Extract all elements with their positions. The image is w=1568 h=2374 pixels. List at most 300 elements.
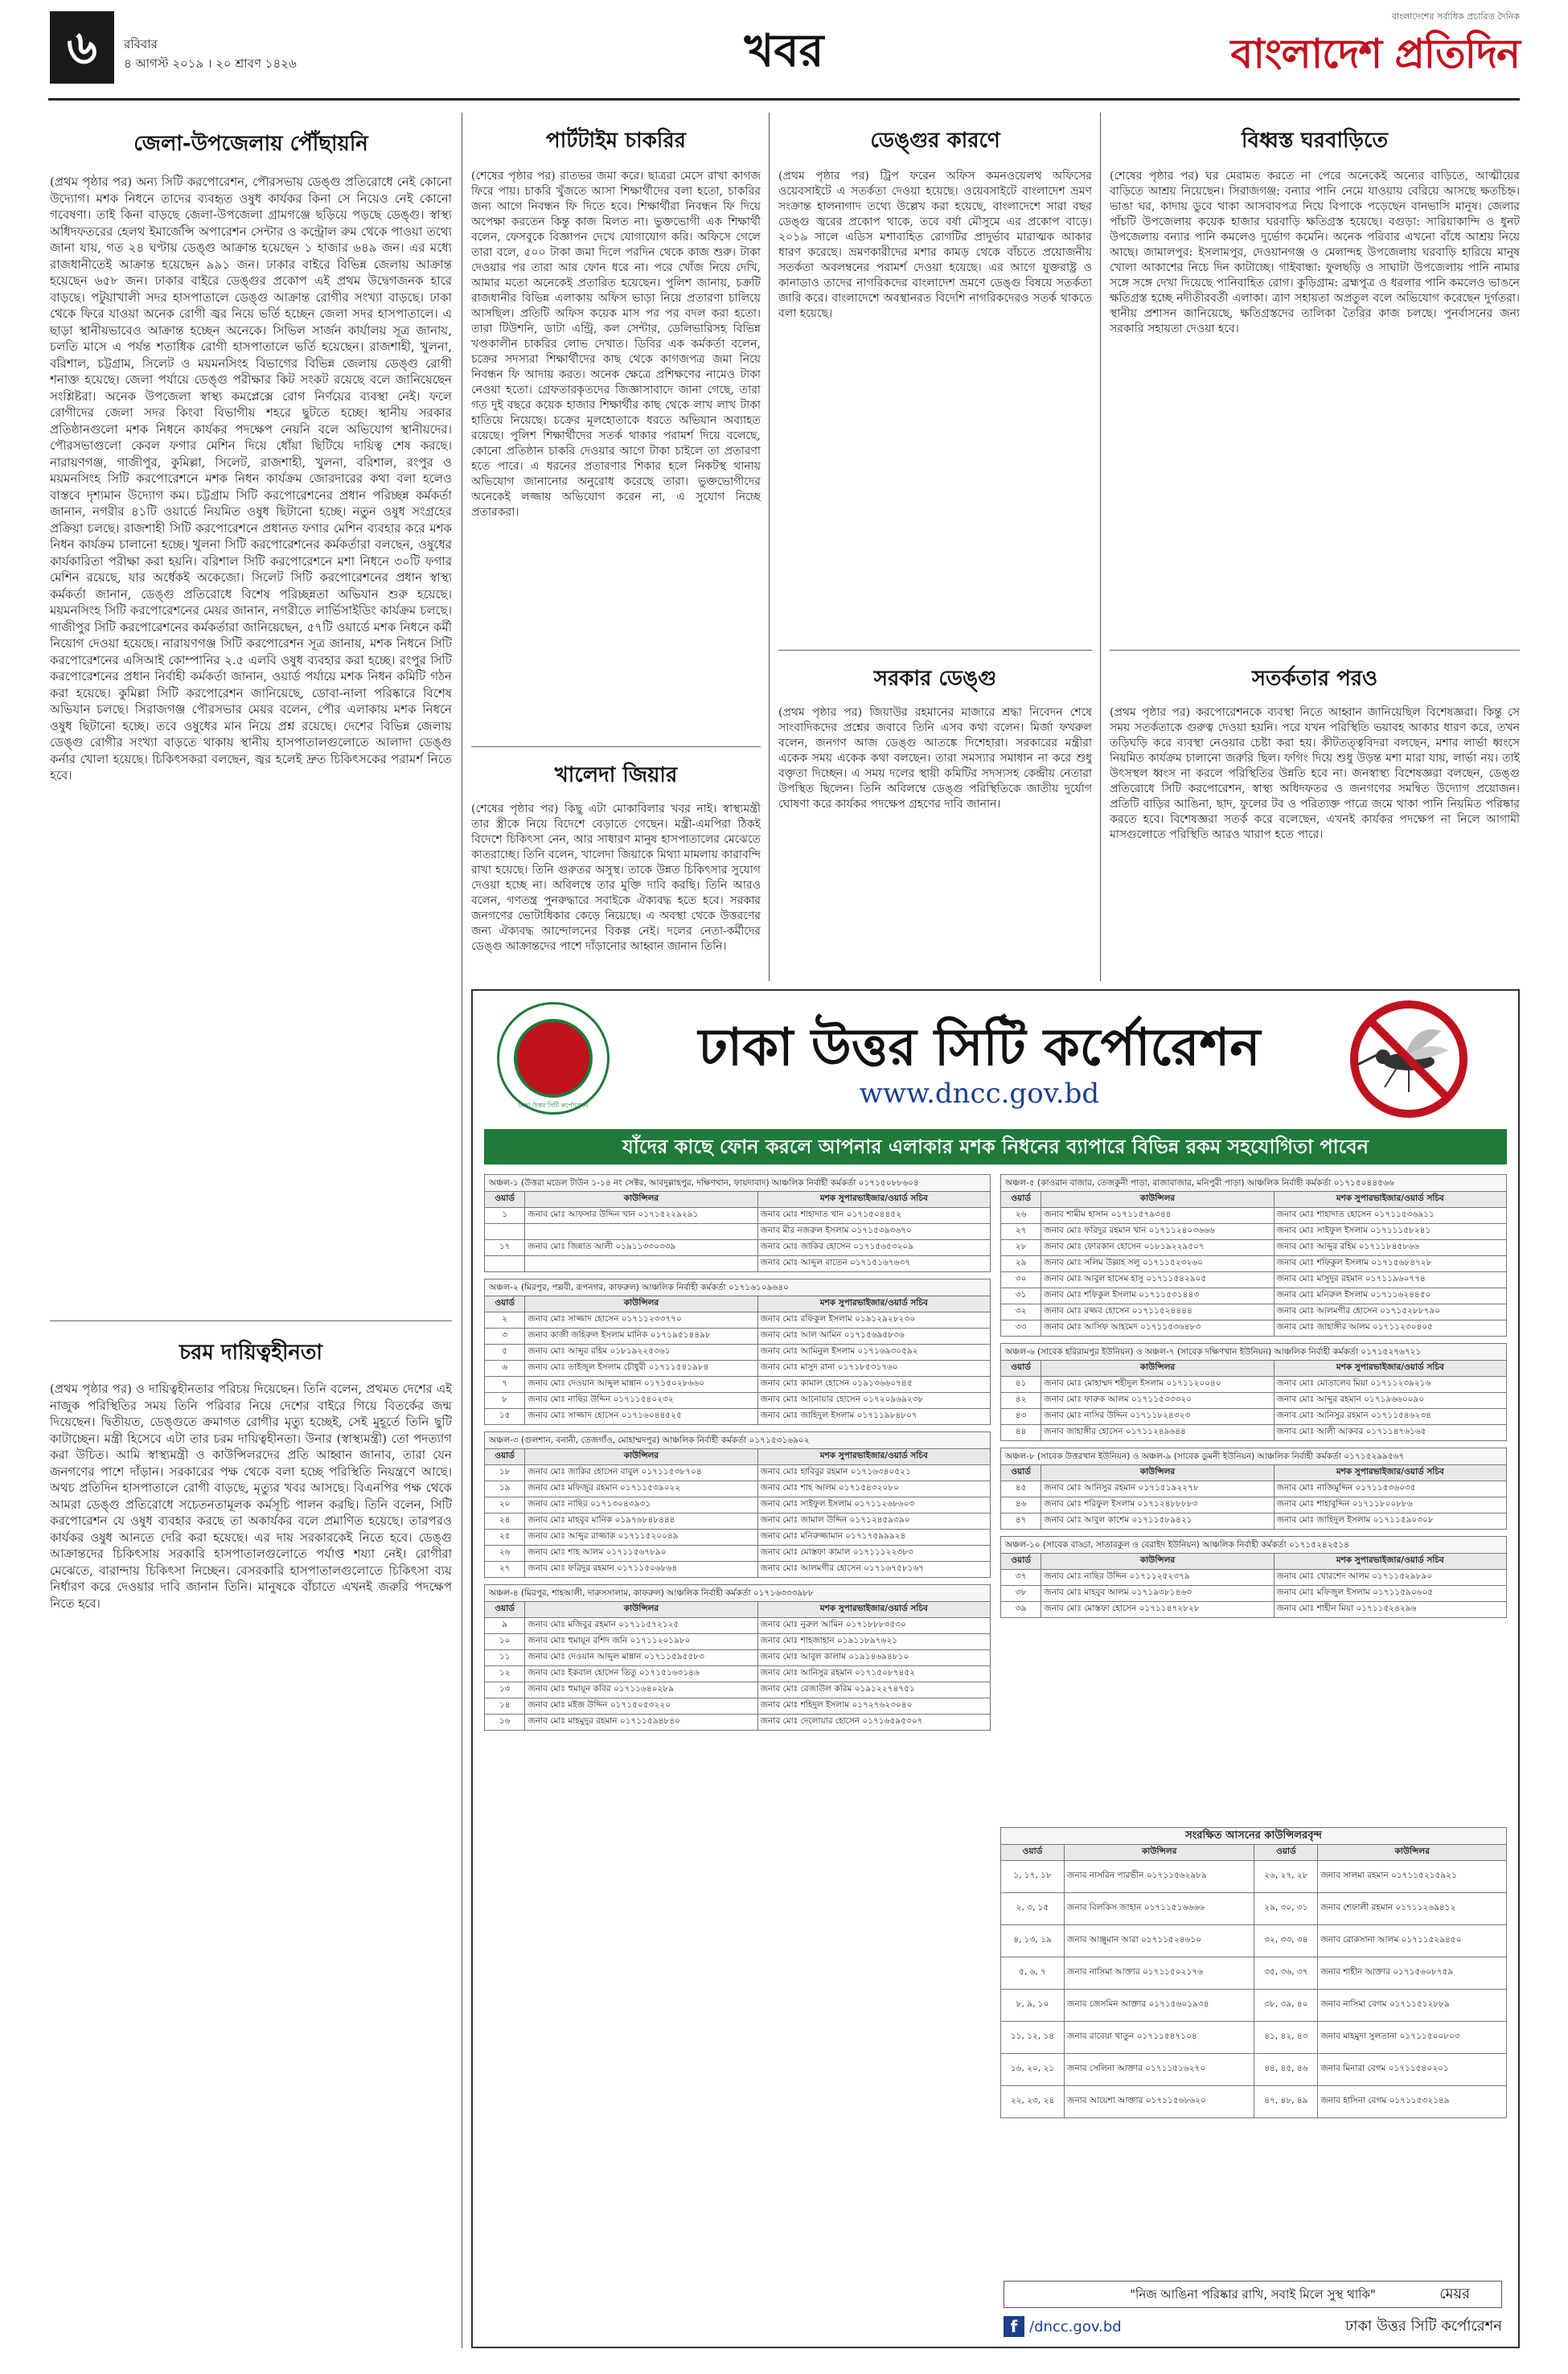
ward-group: ৩৫, ৩৬, ৩৭ xyxy=(1254,1957,1318,1990)
ward-number: ৩৭ xyxy=(1001,1570,1041,1586)
councilor-contact: জনাব মোঃ নাসির উদ্দিন ০১৭১১৮২৪৩২৩ xyxy=(1041,1409,1274,1425)
ward-number: ৬ xyxy=(485,1361,525,1377)
ad-banner: যাঁদের কাছে ফোন করলে আপনার এলাকার মশক নিধনের ব্যাপারে বিভিন্ন রকম সহযোগিতা পাবেন xyxy=(484,1129,1507,1164)
zone-heading: অঞ্চল-১০ (সাবেক বাড্ডা, সাতারকুল ও বেরাইদ ইউনিয়ন) আঞ্চলিক নির্বাহী কর্মকর্তা ০১৭১৫২৪২৫১৪ xyxy=(1000,1536,1507,1553)
col-ward: ওয়ার্ড xyxy=(1001,1192,1041,1208)
reserved-councilor: জনাব হাসিনা বেগম ০১৭১১৫৩২১৪৯ xyxy=(1318,2086,1507,2118)
supervisor-contact: জনাব মোঃ শাহাবুদ্দিন ০১৭১১৮০০৮৮৬ xyxy=(1274,1497,1506,1514)
table-row xyxy=(1001,1240,1507,1256)
councilor-contact: জনাব মোঃ আনিসুর রহমান ০১৭১৫১৯২২৭৮ xyxy=(1041,1481,1274,1497)
zone-table xyxy=(1000,1464,1507,1530)
councilor-contact: জনাব মোঃ শাহ আলম ০১৭১১৫৬৭৮৯০ xyxy=(525,1546,757,1562)
supervisor-contact: জনাব মোঃ রফিকুল ইসলাম ০১৯১২৯২৮২৩০ xyxy=(757,1312,990,1329)
councilor-contact: জনাব মোঃ শফিকুল ইসলাম ০১৭১১৫৩১৪৪৩ xyxy=(1041,1288,1274,1304)
councilor-contact xyxy=(525,1256,757,1272)
reserved-councilor: জনাব শেফালী রহমান ০১৭১১২৬৯৪১২ xyxy=(1318,1893,1507,1925)
ward-number: ১২ xyxy=(485,1666,525,1682)
table-row xyxy=(1001,1925,1507,1957)
table-row xyxy=(1001,1409,1507,1425)
table-row xyxy=(485,1329,991,1345)
councilor-contact: জনাব জাহাঙ্গীর হোসেন ০১৭১১২৪৯৬৪৪ xyxy=(1041,1425,1274,1441)
issue-day: রবিবার xyxy=(124,37,158,51)
councilor-contact: জনাব মোঃ আফসার উদ্দিন খান ০১৭১৫২২৯২৯১ xyxy=(525,1208,757,1224)
councilor-contact: জনাব মোঃ তাইজুল ইসলাম চৌধুরী ০১৭১১৫৪১৯৮৪ xyxy=(525,1361,757,1377)
col-councilor: কাউন্সিলর xyxy=(1041,1192,1274,1208)
ward-number: ৪৫ xyxy=(1001,1481,1041,1497)
table-row xyxy=(1001,1990,1507,2022)
facebook-link[interactable] xyxy=(1004,2314,1122,2339)
councilor-contact: জনাব মোঃ ফরিদুর রহমান খান ০১৭১১২৪০৩৬৬৬ xyxy=(1041,1224,1274,1240)
col-ward: ওয়ার্ড xyxy=(485,1296,525,1312)
supervisor-contact: জনাব মোঃ আলমগীর হোসেন ০১৭১৫২৮৮৭৯০ xyxy=(1274,1304,1506,1320)
ward-number: ৮ xyxy=(485,1393,525,1409)
col-councilor: কাউন্সিলর xyxy=(1041,1361,1274,1377)
reserved-councilor: জনাব নাসরিন পারভীন ০১৭১১৫৬২৯৮৯ xyxy=(1064,1861,1254,1893)
councilor-contact: জনাব মোঃ আব্দুর রহিম ০১৮১৯২২৫৩৬১ xyxy=(525,1345,757,1361)
councilor-contact: জনাব মোঃ মাহবুব আলম ০১৭১৯৩৮১৪৬৩ xyxy=(1041,1586,1274,1602)
councilor-contact: জনাব মোঃ হুমায়ূন কবির ০১৭১১৬৪০২৮৯ xyxy=(525,1682,757,1698)
section-title: খবর xyxy=(744,25,824,77)
ward-group: ৪৭, ৪৮, ৪৯ xyxy=(1254,2086,1318,2118)
councilor-contact: জনাব মোঃ শরিফুল ইসলাম ০১৭১২৪৮৮৮৮৩ xyxy=(1041,1497,1274,1514)
ward-number: ৫ xyxy=(485,1345,525,1361)
supervisor-contact: জনাব মোঃ নাজিমুদ্দিন ০১৭১১৫৩৬০৩৫ xyxy=(1274,1481,1506,1497)
supervisor-contact: জনাব মোঃ শাহাদাত হোসেন ০১৭১১৫৩৬৯১১ xyxy=(1274,1208,1506,1224)
article-body: (প্রথম পৃষ্ঠার পর) জিয়াউর রহমানের মাজারে শ্রদ্ধা নিবেদন শেষে সাংবাদিকদের প্রশ্নের জবাবে তিনি এসব কথা বলেন। মির্জা ফখরুল বলেন, জনগণ আজ ডেঙ্গু আতঙ্কে দিশেহারা। সরকারের মন্ত্রীরা একেক সময় একেক কথা বলছেন। তারা সমস্যার সমাধান না করে শুধু বক্তৃতা দিচ্ছেন। এ সময় দলের স্থায়ী কমিটির সদস্যসহ কেন্দ্রীয় নেতারা উপস্থিত ছিলেন। তিনি অবিলম্বে ডেঙ্গু পরিস্থিতিকে জাতীয় দুর্যোগ ঘোষণা করে কার্যকর পদক্ষেপ গ্রহণের দাবি জানান। xyxy=(778,706,1092,811)
councilor-contact: জনাব মোঃ দেওয়ান আব্দুল মান্নান ০১৭১১৫৯৫৫৮৩ xyxy=(525,1650,757,1666)
supervisor-contact: জনাব মোঃ আলী আকবর ০১৭১১৪৭৬১৬৫ xyxy=(1274,1425,1506,1441)
table-row xyxy=(485,1409,991,1425)
col-supervisor: মশক সুপারভাইজার/ওয়ার্ড সচিব xyxy=(757,1296,990,1312)
supervisor-contact: জনাব মোঃ মোতালেব মিয়া ০১৭১১২৩৯২১৬ xyxy=(1274,1377,1506,1393)
reserved-councilor: জনাব আয়েশা আক্তার ০১৭১১৫৬৮৬২০ xyxy=(1064,2086,1254,2118)
ward-number: ৪৩ xyxy=(1001,1409,1041,1425)
seal-inner xyxy=(514,1019,593,1098)
col-ward: ওয়ার্ড xyxy=(1001,1554,1041,1570)
reserved-councilor: জনাব জেসমিন আক্তার ০১৭১৫৬০১৯৩৪ xyxy=(1064,1990,1254,2022)
col-councilor: কাউন্সিলর xyxy=(1318,1845,1507,1861)
col-councilor: কাউন্সিলর xyxy=(525,1296,757,1312)
table-row xyxy=(1001,2086,1507,2118)
header-rule xyxy=(48,98,1520,101)
ward-number: ২ xyxy=(485,1312,525,1329)
supervisor-contact: জনাব মোঃ আল আমিন ০১৭১৫৬৯৫৮৩৬ xyxy=(757,1329,990,1345)
headline: পার্টটাইম চাকরির xyxy=(546,129,686,153)
supervisor-contact: জনাব মোঃ আলমগীর হোসেন ০১৭১৬৭৫৮১৬৭ xyxy=(757,1562,990,1578)
table-row xyxy=(485,1465,991,1481)
col-ward: ওয়ার্ড xyxy=(485,1602,525,1618)
ward-group: ৩৮, ৩৯, ৪০ xyxy=(1254,1990,1318,2022)
zone-heading: অঞ্চল-৫ (কাওরান বাজার, তেজকুনী পাড়া, রাজাবাজার, মনিপুরী পাড়া) আঞ্চলিক নির্বাহী কর্মকর্তা ০১৭১৫০৪৪৫৬৬ xyxy=(1000,1174,1507,1191)
table-row xyxy=(485,1634,991,1650)
zone-table xyxy=(484,1448,991,1578)
supervisor-contact: জনাব মোঃ আনিসুর রহমান ০১৭১১৫৪৬২৩৪ xyxy=(1274,1409,1506,1425)
zone-table xyxy=(1000,1191,1507,1337)
reserved-councilor: জনাব রোকসানা আলম ০১৭১১৫২৯৪৫০ xyxy=(1318,1925,1507,1957)
ward-number: ২৬ xyxy=(485,1546,525,1562)
zone-heading: অঞ্চল-২ (মিরপুর, পল্লবী, রূপনগর, কাফরুল) আঞ্চলিক নির্বাহী কর্মকর্তা ০১৭১৬১০৯৬৪০ xyxy=(484,1279,991,1296)
column-rule xyxy=(769,113,770,981)
ward-number: ৩১ xyxy=(1001,1288,1041,1304)
ward-number: ২৭ xyxy=(1001,1224,1041,1240)
councilor-contact: জনাব মোঃ মাহমুদুর রহমান ০১৭১১৫৯৪৮৪০ xyxy=(525,1715,757,1731)
reserved-councilors xyxy=(1000,1827,1507,2268)
ward-number: ২০ xyxy=(485,1497,525,1514)
ward-number: ১০ xyxy=(485,1634,525,1650)
supervisor-contact: জনাব মীর নজরুল ইসলাম ০১৭১৫৩৯৩৬৭০ xyxy=(757,1224,990,1240)
zone-table xyxy=(1000,1553,1507,1618)
table-row xyxy=(1001,1393,1507,1409)
headline: চরম দায়িত্বহীনতা xyxy=(50,1320,452,1381)
col-supervisor: মশক সুপারভাইজার/ওয়ার্ড সচিব xyxy=(1274,1361,1506,1377)
article-body: (প্রথম পৃষ্ঠার পর) ও দায়িত্বহীনতার পরিচয় দিয়েছেন। তিনি বলেন, প্রথমত দেশের এই নাজুক পরিস্থিতির সময় তিনি পরিবার নিয়ে দেশের বাইরে গিয়ে বিতর্কের জন্ম দিয়েছেন। দ্বিতীয়ত, ডেঙ্গুতে ক্রমাগত রোগীর মৃত্যু হচ্ছেই, সেই মুহূর্তে তিনি ছুটি কাটাচ্ছেন। মন্ত্রী হিসেবে এটা তার চরম দায়িত্বহীনতা। উনার (স্বাস্থ্যমন্ত্রী) তো পদত্যাগ করা উচিত। আমি স্বাস্থ্যমন্ত্রী ও কাউন্সিলরদের প্রতি আহ্বান জানাব, তারা যেন জনগণের পাশে দাঁড়ান। সরকারের পক্ষ থেকে বলা হচ্ছে পরিস্থিতি নিয়ন্ত্রণে আছে। অথচ প্রতিদিন হাসপাতালে রোগী বাড়ছে, মৃত্যুর খবর আসছে। বিএনপির পক্ষ থেকে আমরা ডেঙ্গু প্রতিরোধে সচেতনতামূলক কর্মসূচি পালন করছি। তিনি বলেন, সিটি করপোরেশন যে ওষুধ ব্যবহার করছে তা অকার্যকর বলে প্রমাণিত হয়েছে। তারপরও কার্যকর ওষুধ আনতে দেরি করা হয়েছে। এর দায় সরকারকেই নিতে হবে। ডেঙ্গু আক্রান্তদের চিকিৎসায় সরকারি হাসপাতালগুলোতে পর্যাপ্ত শয্যা নেই। রোগীরা মেঝেতে, বারান্দায় চিকিৎসা নিচ্ছেন। বেসরকারি হাসপাতালগুলোতে চিকিৎসা ব্যয় নির্ধারণ করে দেওয়ার দাবি জানান তিনি। মানুষকে বাঁচাতে এখনই জরুরি পদক্ষেপ নিতে হবে। xyxy=(50,1382,452,1611)
ward-number: ২৪ xyxy=(485,1514,525,1530)
article-body: (প্রথম পৃষ্ঠার পর) অন্য সিটি করপোরেশন, পৌরসভায় ডেঙ্গু প্রতিরোধে নেই কোনো উদ্যোগ। মশক নিধনে তাদের ব্যবহৃত ওষুধ কার্যকর কিনা সে নিয়েও নেই কোনো গবেষণা। তাই কিনা বাড়ছে জেলা-উপজেলা গ্রামগঞ্জে ছড়িয়ে পড়ছে ডেঙ্গু। স্বাস্থ্য অধিদফতরের হেলথ ইমার্জেন্সি অপারেশন সেন্টার ও কন্ট্রোল রুম থেকে পাওয়া তথ্যে জানা যায়, গত ২৪ ঘণ্টায় ডেঙ্গু আক্রান্ত হয়েছেন ১ হাজার ৬৪৯ জন। এর মধ্যে রাজধানীতেই আক্রান্ত হয়েছেন ৯৯১ জন। ঢাকার বাইরে বিভিন্ন জেলায় আক্রান্ত হয়েছেন ৬৫৮ জন। ঢাকার বাইরে ডেঙ্গুর প্রকোপ এই প্রথম উদ্বেগজনক হারে বাড়ছে। পটুয়াখালী সদর হাসপাতালে ডেঙ্গু আক্রান্ত রোগীর সংখ্যা বাড়ছে। ঢাকা থেকে ফিরে যাওয়া অনেক রোগী জ্বর নিয়ে ভর্তি হচ্ছেন জেলা সদর হাসপাতালে। এ ছাড়া স্থানীয়ভাবেও আক্রান্ত হচ্ছেন অনেকে। সিভিল সার্জন কার্যালয় সূত্র জানায়, চলতি মাসে এ পর্যন্ত শতাধিক রোগী হাসপাতালে ভর্তি হয়েছেন। রাজশাহী, খুলনা, বরিশাল, চট্টগ্রাম, সিলেট ও ময়মনসিংহ বিভাগের বিভিন্ন জেলায় ডেঙ্গু রোগী শনাক্ত হয়েছে। জেলা পর্যায়ে ডেঙ্গু পরীক্ষার কিট সংকট রয়েছে বলে জানিয়েছেন সংশ্লিষ্টরা। অনেক উপজেলা স্বাস্থ্য কমপ্লেক্সে রোগ নির্ণয়ের ব্যবস্থা নেই। ফলে রোগীদের জেলা সদর কিংবা বিভাগীয় শহরে ছুটতে হচ্ছে। স্থানীয় সরকার প্রতিষ্ঠানগুলো মশক নিধনে কার্যকর পদক্ষেপ নেয়নি বলে অভিযোগ স্থানীয়দের। পৌরসভাগুলো কেবল ফগার মেশিন দিয়ে ধোঁয়া ছিটিয়ে দায়িত্ব শেষ করছে। নারায়ণগঞ্জ, গাজীপুর, কুমিল্লা, সিলেট, রাজশাহী, খুলনা, বরিশাল, রংপুর ও ময়মনসিংহ সিটি করপোরেশনে মশক নিধন কার্যক্রম জোরদারের কথা বলা হলেও বাস্তবে দৃশ্যমান উদ্যোগ কম। চট্টগ্রাম সিটি করপোরেশনের প্রধান পরিচ্ছন্ন কর্মকর্তা জানান, নগরীর ৪১টি ওয়ার্ডে নিয়মিত ওষুধ ছিটানো হচ্ছে। নতুন ওষুধ সংগ্রহের প্রক্রিয়া চলছে। রাজশাহী সিটি করপোরেশনে প্রধানত ফগার মেশিন ব্যবহার করে মশক নিধন কার্যক্রম চালানো হচ্ছে। খুলনা সিটি করপোরেশনের কর্মকর্তারা বলছেন, ওষুধের কার্যকারিতা পরীক্ষা করা হয়নি। বরিশাল সিটি করপোরেশনে মশা নিধনে ৩০টি ফগার মেশিন রয়েছে, যার অর্ধেকই অকেজো। সিলেট সিটি করপোরেশনের প্রধান স্বাস্থ্য কর্মকর্তা জানান, ডেঙ্গু প্রতিরোধে বিশেষ পরিচ্ছন্নতা অভিযান শুরু হয়েছে। ময়মনসিংহ সিটি করপোরেশনের মেয়র জানান, নগরীতে লার্ভিসাইডিং কার্যক্রম চলছে। গাজীপুর সিটি করপোরেশনের কর্মকর্তারা জানিয়েছেন, ৫৭টি ওয়ার্ডে মশক নিধনে কর্মী নিয়োগ দেওয়া হয়েছে। নারায়ণগঞ্জ সিটি করপোরেশন সূত্র জানায়, মশক নিধনে সিটি করপোরেশনের এসিআই কোম্পানির ২.৫ এলবি ওষুধ ব্যবহার করা হচ্ছে। রংপুর সিটি করপোরেশনের প্রধান নির্বাহী কর্মকর্তা জানান, ওয়ার্ড পর্যায়ে মশক নিধন কমিটি গঠন করা হয়েছে। কুমিল্লা সিটি করপোরেশন জানিয়েছে, ডোবা-নালা পরিষ্কারে বিশেষ অভিযান চলছে। সিরাজগঞ্জ পৌরসভার মেয়র বলেন, পৌর এলাকায় মশক নিধনে ওষুধ ছিটানো হচ্ছে। তবে ওষুধের মান নিয়ে প্রশ্ন রয়েছে। দেশের বিভিন্ন জেলায় ডেঙ্গু রোগীর সংখ্যা বাড়তে থাকায় স্থানীয় হাসপাতালগুলোতে আলাদা ডেঙ্গু কর্নার খোলা হয়েছে। চিকিৎসকরা বলছেন, জ্বর হলেই দ্রুত চিকিৎসকের পরামর্শ নিতে হবে। xyxy=(50,175,452,782)
councilor-contact: জনাব মোঃ দেওয়ান আব্দুল মান্নান ০১৭১৫০২৮৬৬০ xyxy=(525,1377,757,1393)
councilor-contact xyxy=(525,1224,757,1240)
headline: সরকার ডেঙ্গু xyxy=(778,650,1092,705)
col-councilor: কাউন্সিলর xyxy=(525,1449,757,1465)
table-row xyxy=(1001,1514,1507,1530)
ward-number: ১৫ xyxy=(485,1409,525,1425)
ward-number: ২৮ xyxy=(1001,1240,1041,1256)
zone-heading: অঞ্চল-৮ (সাবেক উত্তরখান ইউনিয়ন) ও অঞ্চল-৯ (সাবেক ডুমনী ইউনিয়ন) আঞ্চলিক নির্বাহী কর্মকর্তা ০১৭১৫২৯৯৫৬৭ xyxy=(1000,1448,1507,1464)
left-zone-tables xyxy=(484,1174,991,2268)
ward-group: ২৯, ৩০, ৩১ xyxy=(1254,1893,1318,1925)
supervisor-contact: জনাব মোঃ শাহাদাত খান ০১৭১৫০৪৪৫২ xyxy=(757,1208,990,1224)
table-row xyxy=(485,1312,991,1329)
ward-group: ৪, ১৩, ১৯ xyxy=(1001,1925,1065,1957)
table-row xyxy=(485,1618,991,1634)
reserved-table xyxy=(1000,1844,1507,2118)
supervisor-contact: জনাব মোঃ খোরশেদ আলম ০১৭১১৫২৯৮৯০ xyxy=(1274,1570,1506,1586)
ward-number: ৭ xyxy=(485,1377,525,1393)
headline: বিধ্বস্ত ঘরবাড়িতে xyxy=(1242,129,1388,153)
table-row xyxy=(1001,1602,1507,1618)
ward-number: ২৫ xyxy=(485,1530,525,1546)
reserved-councilor: জনাব মাহমুদা সুলতানা ০১৭১১৫০০৮০৩ xyxy=(1318,2022,1507,2054)
councilor-contact: জনাব মোঃ নাছির ০১৭১৩০৪৩৯৩১ xyxy=(525,1497,757,1514)
table-row xyxy=(1001,1893,1507,1925)
ward-group: ১, ১৭, ১৮ xyxy=(1001,1861,1065,1893)
supervisor-contact: জনাব মোঃ জামাল উদ্দিন ০১৭১২৪৫৯৩৯০ xyxy=(757,1514,990,1530)
councilor-contact: জনাব মোঃ সাজ্জাদ হোসেন ০১৭১১২৩৩৭৭০ xyxy=(525,1312,757,1329)
councilor-contact: জনাব মোঃ ফরিদুর রহমান ০১৭১১৫০৬৮৬৪ xyxy=(525,1562,757,1578)
col-supervisor: মশক সুপারভাইজার/ওয়ার্ড সচিব xyxy=(1274,1192,1506,1208)
supervisor-contact: জনাব মোঃ শাহীন মিয়া ০১৭১১৫২৪২৯৬ xyxy=(1274,1602,1506,1618)
councilor-contact: জনাব মোঃ ফোরকান হোসেন ০১৮১৯২২৯৫০৭ xyxy=(1041,1240,1274,1256)
supervisor-contact: জনাব মোঃ রেজাউল করিম ০১৯১২২৭৪৭৫১ xyxy=(757,1682,990,1698)
table-row xyxy=(1001,1320,1507,1337)
table-row xyxy=(1001,1304,1507,1320)
article-bidhosto xyxy=(1110,113,1520,981)
reserved-councilor: জনাব মিনারা বেগম ০১৭১১৫৪০২০১ xyxy=(1318,2054,1507,2086)
zone-heading: অঞ্চল-১ (উত্তরা মডেল টাউন ১-১৪ নং সেক্টর, আবদুল্লাহপুর, দক্ষিণখান, ফায়দাবাদ) আঞ্চলিক নির্বাহী কর্মকর্তা ০১৭১৫০৮৮৬০৪ xyxy=(484,1174,991,1191)
reserved-councilor: জনাব সেলিনা আক্তার ০১৭১১৫১৬২৭০ xyxy=(1064,2054,1254,2086)
dncc-advertisement xyxy=(471,989,1520,2348)
ward-group: ২৬, ২৭, ২৮ xyxy=(1254,1861,1318,1893)
supervisor-contact: জনাব মোঃ নুরুল আমিন ০১৭১৮৮৮৩৫৩০ xyxy=(757,1618,990,1634)
supervisor-contact: জনাব মোঃ আব্দুর রহমান ০১৭১৯৬৬০০৯০ xyxy=(1274,1393,1506,1409)
supervisor-contact: জনাব মোঃ আব্দুর রহিম ০১৭১১৮৪৫৮৬৬ xyxy=(1274,1240,1506,1256)
col-councilor: কাউন্সিলর xyxy=(1064,1845,1254,1861)
masthead-tagline: বাংলাদেশের সর্বাধিক প্রচারিত দৈনিক xyxy=(1391,11,1520,22)
table-row xyxy=(485,1345,991,1361)
ward-group: ২, ৩, ১৫ xyxy=(1001,1893,1065,1925)
supervisor-contact: জনাব মোঃ মোস্তফা কামাল ০১৭১১১২২৩৮৩ xyxy=(757,1546,990,1562)
headline: ডেঙ্গুর কারণে xyxy=(870,129,1000,153)
table-row xyxy=(485,1361,991,1377)
supervisor-contact: জনাব মোঃ মাসুদুর রহমান ০১৭১১৯৬০৭৭৪ xyxy=(1274,1272,1506,1288)
table-row xyxy=(1001,1861,1507,1893)
supervisor-contact: জনাব মোঃ আমিনুল ইসলাম ০১৭১৬৯৩০৫৯২ xyxy=(757,1345,990,1361)
zone-table xyxy=(484,1601,991,1731)
issue-date: ৪ আগস্ট ২০১৯ । ২০ শ্রাবণ ১৪২৬ xyxy=(124,56,297,71)
ward-number: ২৯ xyxy=(1001,1256,1041,1272)
reserved-councilor: জনাব নাসিমা আক্তার ০১৭১১৫০২১৭৬ xyxy=(1064,1957,1254,1990)
councilor-contact: জনাব মোঃ মইজ উদ্দিন ০১৭১৫০৫৩২২০ xyxy=(525,1698,757,1715)
ward-number: ৩২ xyxy=(1001,1304,1041,1320)
ward-group: ৩২, ৩৩, ৩৪ xyxy=(1254,1925,1318,1957)
supervisor-contact: জনাব মোঃ শাহজাহান ০১৯১১৮৯৭৬২১ xyxy=(757,1634,990,1650)
reserved-councilor: জনাব সালমা রহমান ০১৭১১৫২১৫৯২১ xyxy=(1318,1861,1507,1893)
table-row xyxy=(1001,2054,1507,2086)
supervisor-contact: জনাব মোঃ হাবিবুর রহমান ০১৭১৬৩৪০৫২১ xyxy=(757,1465,990,1481)
signature-role: মেয়র xyxy=(1439,2286,1470,2302)
table-row xyxy=(1001,1208,1507,1224)
councilor-contact: জনাব মোঃ মাহবুব মানিক ০১৯৭৬৮৪৮৪৪৪ xyxy=(525,1514,757,1530)
col-supervisor: মশক সুপারভাইজার/ওয়ার্ড সচিব xyxy=(757,1602,990,1618)
col-ward: ওয়ার্ড xyxy=(1254,1845,1318,1861)
table-row xyxy=(1001,1481,1507,1497)
ward-number: ১৩ xyxy=(485,1682,525,1698)
councilor-contact: জনাব মোঃ আব্দুর রাজ্জাক ০১৭১১৫২০০৪৯ xyxy=(525,1530,757,1546)
ward-group: ৫, ৬, ৭ xyxy=(1001,1957,1065,1990)
reserved-councilor: জনাব আঞ্জুমান আরা ০১৭১১৫২৪৬১০ xyxy=(1064,1925,1254,1957)
zone-heading: অঞ্চল-৬ (সাবেক হরিরামপুর ইউনিয়ন) ও অঞ্চল-৭ (সাবেক দক্ষিণখান ইউনিয়ন) আঞ্চলিক নির্বাহী কর্মকর্তা ০১৭১৫২৭৬৭২১ xyxy=(1000,1343,1507,1360)
supervisor-contact: জনাব মোঃ মাসুদ রানা ০১৭১৮৫৩১৭৬০ xyxy=(757,1361,990,1377)
supervisor-contact: জনাব মোঃ শফিকুল ইসলাম ০১৭১৫৬৮৪৭২৮ xyxy=(1274,1256,1506,1272)
ward-number: ১৬ xyxy=(485,1715,525,1731)
col-supervisor: মশক সুপারভাইজার/ওয়ার্ড সচিব xyxy=(757,1192,990,1208)
ward-number: ২৬ xyxy=(1001,1208,1041,1224)
zone-table xyxy=(1000,1360,1507,1441)
councilor-contact: জনাব মোঃ নাছির উদ্দিন ০১৭১১৫৪০২৩২ xyxy=(525,1393,757,1409)
ward-number: ১৮ xyxy=(485,1465,525,1481)
col-ward: ওয়ার্ড xyxy=(1001,1845,1065,1861)
councilor-contact: জনাব মোঃ মোহাম্মদ শহীদুল ইসলাম ০১৭১১২০০৪০ xyxy=(1041,1377,1274,1393)
table-row xyxy=(485,1481,991,1497)
col-ward: ওয়ার্ড xyxy=(485,1192,525,1208)
seal-text: ঢাকা উত্তর সিটি কর্পোরেশন xyxy=(518,1102,589,1109)
ad-slogan: "নিজ আঙিনা পরিষ্কার রাখি, সবাই মিলে সুস্থ থাকি" xyxy=(1004,2281,1502,2308)
ward-number: ১৭ xyxy=(485,1240,525,1256)
table-row xyxy=(485,1715,991,1731)
ward-group: ৪৪, ৪৫, ৪৬ xyxy=(1254,2054,1318,2086)
councilor-contact: জনাব কাজী জহিরুল ইসলাম মানিক ০১৭১৯৫১৪৪৯৮ xyxy=(525,1329,757,1345)
ward-number: ৩৩ xyxy=(1001,1320,1041,1337)
article-body: (প্রথম পৃষ্ঠার পর) ট্রিপ ফরেন অফিস কমনওয়েলথ অফিসের ওয়েবসাইটে এ সতর্কতা দেওয়া হয়েছে। ওয়েবসাইটে বাংলাদেশ ভ্রমণ সংক্রান্ত হালনাগাদ তথ্যে উল্লেখ করা হয়েছে, বাংলাদেশে সারা বছর ডেঙ্গু জ্বরের প্রকোপ থাকে, তবে বর্ষা মৌসুমে এর প্রকোপ বাড়ে। ২০১৯ সালে এডিস মশাবাহিত রোগটির প্রাদুর্ভাব মারাত্মক আকার ধারণ করেছে। ভ্রমণকারীদের মশার কামড় থেকে বাঁচতে প্রয়োজনীয় সতর্কতা অবলম্বনের পরামর্শ দেওয়া হয়েছে। এর আগে যুক্তরাষ্ট্র ও কানাডাও তাদের নাগরিকদের বাংলাদেশ ভ্রমণে ডেঙ্গু বিষয়ে সতর্কতা জারি করে। বাংলাদেশে অবস্থানরত বিদেশি নাগরিকদেরও সতর্ক থাকতে বলা হয়েছে। xyxy=(778,170,1092,320)
supervisor-contact: জনাব মোঃ মনিরুজ্জামান ০১৭১৭৫৯৯৯২৪ xyxy=(757,1530,990,1546)
councilor-contact: জনাব মোঃ রজ্জব হোসেন ০১৭১১৫২৪৪৪৪ xyxy=(1041,1304,1274,1320)
mosquito-ban-icon xyxy=(1328,999,1489,1119)
article-body: (শেষের পৃষ্ঠার পর) ঘর মেরামত করতে না পেরে অনেকেই অন্যের বাড়িতে, আত্মীয়ের বাড়িতে আশ্রয় নিয়েছেন। সিরাজগঞ্জ: বন্যার পানি নেমে যাওয়ায় বেরিয়ে আসছে ক্ষতচিহ্ন। ভাঙা ঘর, কাদায় ডুবে থাকা আসবাবপত্র নিয়ে বিপাকে পড়েছেন বানভাসি মানুষ। জেলার পাঁচটি উপজেলায় কয়েক হাজার ঘরবাড়ি ক্ষতিগ্রস্ত হয়েছে। বগুড়া: সারিয়াকান্দি ও ধুনট উপজেলায় বন্যার পানি কমলেও দুর্ভোগ কমেনি। অনেক পরিবার এখনো বাঁধে আশ্রয় নিয়ে আছে। জামালপুর: ইসলামপুর, দেওয়ানগঞ্জ ও মেলান্দহ উপজেলায় ঘরবাড়ি হারিয়ে মানুষ খোলা আকাশের নিচে দিন কাটাচ্ছে। গাইবান্ধা: ফুলছড়ি ও সাঘাটা উপজেলায় পানি নামার সঙ্গে সঙ্গে দেখা দিয়েছে পানিবাহিত রোগ। কুড়িগ্রাম: ব্রহ্মপুত্র ও ধরলার পানি কমলেও ভাঙনে ক্ষতিগ্রস্ত হচ্ছে নদীতীরবর্তী এলাকা। ত্রাণ সহায়তা অপ্রতুল বলে অভিযোগ করেছেন দুর্গতরা। স্থানীয় প্রশাসন জানিয়েছে, ক্ষতিগ্রস্তদের তালিকা তৈরির কাজ চলছে। পুনর্বাসনের জন্য সরকারি সহায়তা দেওয়া হবে। xyxy=(1110,170,1520,335)
ward-group: ২২, ২৩, ২৪ xyxy=(1001,2086,1065,2118)
table-row xyxy=(485,1377,991,1393)
table-row xyxy=(485,1530,991,1546)
article-zila xyxy=(50,113,452,2332)
ward-number: ২৭ xyxy=(485,1562,525,1578)
councilor-contact: জনাব মোঃ জিন্নাত আলী ০১৯১১৩৩০৩৩৯ xyxy=(525,1240,757,1256)
table-row xyxy=(1001,1497,1507,1514)
table-row xyxy=(485,1666,991,1682)
headline: সতর্কতার পরও xyxy=(1110,650,1520,705)
ward-number: ৪৭ xyxy=(1001,1514,1041,1530)
councilor-contact: জনাব মোঃ মোস্তফা হোসেন ০১৭১১৪৭২৮২৮ xyxy=(1041,1602,1274,1618)
reserved-councilor: জনাব বিলকিস জাহান ০১৭১১৫১৬৬৬৬ xyxy=(1064,1893,1254,1925)
page-header xyxy=(0,0,1568,105)
zone-heading: অঞ্চল-৩ (গুলশান, বনানী, তেজগাঁও, মোহাম্মদপুর) আঞ্চলিক নির্বাহী কর্মকর্তা ০১৭১৫৩১৬৯০২ xyxy=(484,1431,991,1448)
table-row xyxy=(1001,1288,1507,1304)
councilor-contact: জনাব মোঃ মফিজুর রহমান ০১৭১১৫৩৯০২২ xyxy=(525,1481,757,1497)
col-ward: ওয়ার্ড xyxy=(1001,1465,1041,1481)
col-supervisor: মশক সুপারভাইজার/ওয়ার্ড সচিব xyxy=(757,1449,990,1465)
table-row xyxy=(485,1256,991,1272)
table-row xyxy=(485,1240,991,1256)
headline: জেলা-উপজেলায় পৌঁছায়নি xyxy=(133,132,368,156)
ward-number: ৪১ xyxy=(1001,1377,1041,1393)
supervisor-contact: জনাব মোঃ কামাল হোসেন ০১৯১৩৬৬০৭৪৫ xyxy=(757,1377,990,1393)
article-body: (প্রথম পৃষ্ঠার পর) করপোরেশনকে ব্যবস্থা নিতে আহ্বান জানিয়েছিল বিশেষজ্ঞরা। কিন্তু সে সময় সতর্কতাকে গুরুত্ব দেওয়া হয়নি। পরে যখন পরিস্থিতি ভয়াবহ আকার ধারণ করে, তখন তড়িঘড়ি করে ব্যবস্থা নেওয়ার চেষ্টা করা হয়। কীটতত্ত্ববিদরা বলছেন, মশার লার্ভা ধ্বংসে নিয়মিত কার্যক্রম চালানো জরুরি ছিল। ফগিং দিয়ে শুধু উড়ন্ত মশা মারা যায়, লার্ভা নয়। তাই উৎসস্থল ধ্বংস না করলে পরিস্থিতির উন্নতি হবে না। জনস্বাস্থ্য বিশেষজ্ঞরা বলছেন, ডেঙ্গু প্রতিরোধে সিটি করপোরেশন, স্বাস্থ্য অধিদফতর ও জনগণের সমন্বিত উদ্যোগ প্রয়োজন। প্রতিটি বাড়ির আঙিনা, ছাদ, ফুলের টব ও পরিত্যক্ত পাত্রে জমে থাকা পানি নিয়মিত পরিষ্কার করতে হবে। বিশেষজ্ঞরা সতর্ক করে বলেছেন, এখনই কার্যকর পদক্ষেপ না নিলে আগামী মাসগুলোতে পরিস্থিতি আরও খারাপ হতে পারে। xyxy=(1110,706,1520,841)
table-row xyxy=(1001,2022,1507,2054)
ward-number xyxy=(485,1256,525,1272)
ward-number: ৪৬ xyxy=(1001,1497,1041,1514)
masthead-logo: বাংলাদেশ প্রতিদিন xyxy=(1230,31,1520,77)
col-councilor: কাউন্সিলর xyxy=(525,1192,757,1208)
reserved-councilor: জনাব রাবেয়া খাতুন ০১৭১১৫৪৭১০৪ xyxy=(1064,2022,1254,2054)
ward-number: ৯ xyxy=(485,1618,525,1634)
col-supervisor: মশক সুপারভাইজার/ওয়ার্ড সচিব xyxy=(1274,1465,1506,1481)
article-parttime xyxy=(471,113,761,981)
ward-number xyxy=(485,1224,525,1240)
councilor-contact: জনাব মোঃ আবুল হাসেম হাসু ০১৭১১৫৪২৯০৫ xyxy=(1041,1272,1274,1288)
ward-group: ৮, ৯, ১০ xyxy=(1001,1990,1065,2022)
table-row xyxy=(485,1698,991,1715)
page-number: ৬ xyxy=(50,11,114,84)
ad-url[interactable]: www.dncc.gov.bd xyxy=(859,1078,1100,1110)
supervisor-contact: জনাব মোঃ দেলোয়ার হোসেন ০১৭১৬৫৯৫৩০৭ xyxy=(757,1715,990,1731)
supervisor-contact: জনাব মোঃ জাহিদুল ইসলাম ০১৭১১৫৯০৩০৮ xyxy=(1274,1514,1506,1530)
zone-heading: অঞ্চল-৪ (মিরপুর, শাহআলী, দারুসসালাম, কাফরুল) আঞ্চলিক নির্বাহী কর্মকর্তা ০১৭১৬৩৩৩৯৮৮ xyxy=(484,1584,991,1601)
ward-number: ১৯ xyxy=(485,1481,525,1497)
ward-number: ৩৮ xyxy=(1001,1586,1041,1602)
signature-org: ঢাকা উত্তর সিটি কর্পোরেশন xyxy=(1345,2318,1502,2335)
supervisor-contact: জনাব মোঃ আবুল কালাম ০১৯১৪৬৯৪৮১০ xyxy=(757,1650,990,1666)
table-row xyxy=(485,1208,991,1224)
councilor-contact: জনাব মোঃ ফারুক আলম ০১৭১১৫৩৩৩২০ xyxy=(1041,1393,1274,1409)
table-row xyxy=(1001,1224,1507,1240)
councilor-contact: জনাব মোঃ আসিফ আহমেদ ০১৭১১৫৩৬৪৮৩ xyxy=(1041,1320,1274,1337)
councilor-contact: জনাব মোঃ সাজ্জাদ হোসেন ০১৭১৬০৪৪৫২৫ xyxy=(525,1409,757,1425)
col-councilor: কাউন্সিলর xyxy=(1041,1554,1274,1570)
col-supervisor: মশক সুপারভাইজার/ওয়ার্ড সচিব xyxy=(1274,1554,1506,1570)
councilor-contact: জনাব মোঃ হুমায়ূন রশিদ জনি ০১৭১১২০১৯৮০ xyxy=(525,1634,757,1650)
councilor-contact: জনাব মোঃ ইকবাল হোসেন তিতু ০১৭১৫১৬৩১৪৬ xyxy=(525,1666,757,1682)
councilor-contact: জনাব মোঃ নাছির উদ্দিন ০১৭১১২৫২৩৭৯ xyxy=(1041,1570,1274,1586)
councilor-contact: জনাব মোঃ সলিম উল্লাহ সলু ০১৭১১৫২৩২৬০ xyxy=(1041,1256,1274,1272)
supervisor-contact: জনাব মোঃ জাকির হোসেন ০১৭১৫৬৫৩২০৯ xyxy=(757,1240,990,1256)
supervisor-contact: জনাব মোঃ মনিরুল ইসলাম ০১৭১১৬২৪৪৫০ xyxy=(1274,1288,1506,1304)
ward-number: ৪৪ xyxy=(1001,1425,1041,1441)
reserved-heading: সংরক্ষিত আসনের কাউন্সিলরবৃন্দ xyxy=(1000,1827,1507,1844)
supervisor-contact: জনাব মোঃ আনিসুর রহমান ০১৭১৫০৮৭৪৫২ xyxy=(757,1666,990,1682)
article-dengue xyxy=(778,113,1092,981)
councilor-contact: জনাব মোঃ মজিবুর রহমান ০১৭১১৫৭২১২৫ xyxy=(525,1618,757,1634)
table-row xyxy=(485,1546,991,1562)
table-row xyxy=(485,1224,991,1240)
article-body: (শেষের পৃষ্ঠার পর) রাতভর জমা করে। ছাত্ররা মেসে রাখা কাগজ ফিরে পায়। চাকরি খুঁজতে আসা শিক্ষার্থীদের বলা হতো, চাকরির জন্য আগে নিবন্ধন ফি দিতে হবে। শিক্ষার্থীরা নিবন্ধন ফি দিয়ে অপেক্ষা করতেন কিন্তু কাজ মিলত না। ভুক্তভোগী এক শিক্ষার্থী বলেন, ফেসবুকে বিজ্ঞাপন দেখে যোগাযোগ করি। অফিসে গেলে তারা বলে, ৫০০ টাকা জমা দিলে পরদিন থেকে কাজ শুরু। টাকা দেওয়ার পর তারা আর ফোন ধরে না। পরে খোঁজ নিয়ে দেখি, আমার মতো অনেকেই প্রতারিত হয়েছেন। পুলিশ জানায়, চক্রটি রাজধানীর বিভিন্ন এলাকায় অফিস ভাড়া নিয়ে প্রতারণা চালিয়ে আসছিল। প্রতিটি অফিস কয়েক মাস পর পর বদল করা হতো। তারা টিউশনি, ডাটা এন্ট্রি, কল সেন্টার, ডেলিভারিসহ বিভিন্ন খণ্ডকালীন চাকরির লোভ দেখাত। ডিবির এক কর্মকর্তা বলেন, চক্রের সদস্যরা শিক্ষার্থীদের কাছ থেকে কাগজপত্র জমা নিয়ে নিবন্ধন ফি আদায় করত। অনেক ক্ষেত্রে প্রশিক্ষণের নামেও টাকা নেওয়া হতো। গ্রেফতারকৃতদের জিজ্ঞাসাবাদে জানা গেছে, তারা গত দুই বছরে কয়েক হাজার শিক্ষার্থীর কাছ থেকে লাখ লাখ টাকা হাতিয়ে নিয়েছে। চক্রের মূলহোতাকে ধরতে অভিযান অব্যাহত রয়েছে। পুলিশ শিক্ষার্থীদের সতর্ক থাকার পরামর্শ দিয়ে বলেছে, কোনো প্রতিষ্ঠান চাকরি দেওয়ার আগে টাকা চাইলে তা প্রতারণা হতে পারে। এ ধরনের প্রতারণার শিকার হলে নিকটস্থ থানায় অভিযোগ জানানোর অনুরোধ করেছে তারা। ভুক্তভোগীদের অনেকেই লজ্জায় অভিযোগ করেন না, এ সুযোগ নিচ্ছে প্রতারকরা। xyxy=(471,170,761,519)
ward-number: ৩৯ xyxy=(1001,1602,1041,1618)
table-row xyxy=(485,1650,991,1666)
zone-table xyxy=(484,1191,991,1272)
article-body: (শেষের পৃষ্ঠার পর) কিছু এটা মোকাবিলার খবর নাই। স্বাস্থ্যমন্ত্রী তার স্ত্রীকে নিয়ে বিদেশে বেড়াতে গেছেন। মন্ত্রী-এমপিরা ঠিকই বিদেশে চিকিৎসা নেন, আর সাধারণ মানুষ হাসপাতালের মেঝেতে কাতরাচ্ছে। তিনি বলেন, খালেদা জিয়াকে মিথ্যা মামলায় কারাবন্দি রাখা হয়েছে। তিনি গুরুতর অসুস্থ। তাকে উন্নত চিকিৎসার সুযোগ দেওয়া হচ্ছে না। অবিলম্বে তার মুক্তি দাবি করছি। তিনি আরও বলেন, গণতন্ত্র পুনরুদ্ধারে সবাইকে ঐক্যবদ্ধ হতে হবে। সরকার জনগণের ভোটাধিকার কেড়ে নিয়েছে। এ অবস্থা থেকে উত্তরণের জন্য ঐক্যবদ্ধ আন্দোলনের বিকল্প নেই। দলের নেতা-কর্মীদের ডেঙ্গু আক্রান্তদের পাশে দাঁড়ানোর আহ্বান জানান তিনি। xyxy=(471,803,761,953)
ward-number: ৩০ xyxy=(1001,1272,1041,1288)
col-ward: ওয়ার্ড xyxy=(485,1449,525,1465)
supervisor-contact: জনাব মোঃ জাহিদুল ইসলাম ০১৭১১৯৮৪৮০৭ xyxy=(757,1409,990,1425)
zone-table xyxy=(484,1296,991,1425)
facebook-icon: f xyxy=(1004,2316,1024,2337)
table-row xyxy=(1001,1272,1507,1288)
ward-group: ১১, ১২, ১৪ xyxy=(1001,2022,1065,2054)
reserved-councilor: জনাব নাসিমা বেগম ০১৭১১৫১২৮৮৯ xyxy=(1318,1990,1507,2022)
councilor-contact: জনাব মোঃ জাকির হোসেন বাবুল ০১৭১১৫৩৮৭০৪ xyxy=(525,1465,757,1481)
ward-number: ১ xyxy=(485,1208,525,1224)
ward-number: ৩ xyxy=(485,1329,525,1345)
table-row xyxy=(485,1393,991,1409)
ward-group: ১৬, ২০, ২১ xyxy=(1001,2054,1065,2086)
supervisor-contact: জনাব মোঃ সাইফুল ইসলাম ০১৭১১২৬৮৬০৩ xyxy=(757,1497,990,1514)
supervisor-contact: জনাব মোঃ সাইফুল ইসলাম ০১৭১১১৫৮২৪১ xyxy=(1274,1224,1506,1240)
supervisor-contact: জনাব মোঃ জাহাঙ্গীর আলম ০১৭১১২৩০৪০৫ xyxy=(1274,1320,1506,1337)
ward-group: ৪১, ৪২, ৪৩ xyxy=(1254,2022,1318,2054)
reserved-councilor: জনাব শাহীন আক্তার ০১৭১৫৬০৮৭৫৯ xyxy=(1318,1957,1507,1990)
ad-title: ঢাকা উত্তর সিটি কর্পোরেশন xyxy=(698,1018,1261,1078)
table-row xyxy=(1001,1586,1507,1602)
col-ward: ওয়ার্ড xyxy=(1001,1361,1041,1377)
ward-number: ১১ xyxy=(485,1650,525,1666)
table-row xyxy=(1001,1377,1507,1393)
supervisor-contact: জনাব মোঃ শহিদুল ইসলাম ০১৭২৭৬২৩০৪০ xyxy=(757,1698,990,1715)
table-row xyxy=(1001,1425,1507,1441)
ward-number: ৪২ xyxy=(1001,1393,1041,1409)
column-rule xyxy=(1100,113,1101,981)
table-row xyxy=(485,1682,991,1698)
councilor-contact: জনাব শামীম হাসান ০১৭১১৫৭৯৩৪৪ xyxy=(1041,1208,1274,1224)
headline: খালেদা জিয়ার xyxy=(471,746,761,802)
facebook-url: /dncc.gov.bd xyxy=(1029,2318,1122,2335)
col-councilor: কাউন্সিলর xyxy=(525,1602,757,1618)
table-row xyxy=(485,1562,991,1578)
right-zone-tables xyxy=(1000,1174,1507,1817)
table-row xyxy=(1001,1570,1507,1586)
councilor-contact: জনাব মোঃ আবুল কাশেম ০১৭১১৫৮৯৪২১ xyxy=(1041,1514,1274,1530)
supervisor-contact: জনাব মোঃ আব্দুল বাতেন ০১৭১৫১৬৭৬৩৭ xyxy=(757,1256,990,1272)
dncc-seal xyxy=(497,1002,610,1115)
table-row xyxy=(1001,1957,1507,1990)
table-row xyxy=(485,1514,991,1530)
table-row xyxy=(485,1497,991,1514)
ward-number: ১৪ xyxy=(485,1698,525,1715)
